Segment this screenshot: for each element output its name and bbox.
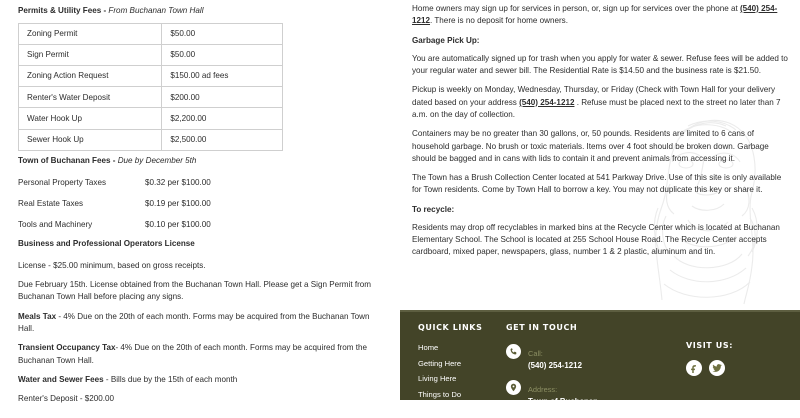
home-owners-pre: Home owners may sign up for services in person, or, sign up for services over the phone at bbox=[412, 4, 740, 13]
permits-fee-table bbox=[18, 23, 283, 150]
tax-rate: $0.32 per $100.00 bbox=[145, 177, 211, 187]
tax-name: Real Estate Taxes bbox=[18, 198, 84, 208]
renters-deposit-text: Renter's Deposit - $200.00 bbox=[18, 394, 115, 404]
fee-item: Water Hook Up bbox=[19, 108, 162, 129]
fee-amount: $150.00 ad fees bbox=[162, 66, 283, 87]
tax-rate-row bbox=[18, 178, 382, 187]
fee-item: Zoning Action Request bbox=[19, 66, 162, 87]
transient-tax-text: - 4% Due on the 20th of each month. Forms may be acquired from the Buchanan Town Hall. bbox=[18, 343, 367, 365]
footer-quick-links-column bbox=[418, 323, 506, 400]
meals-tax-text: - 4% Due on the 20th of each month. Forms may be acquired from the Buchanan Town Hall. bbox=[18, 311, 370, 334]
location-pin-icon bbox=[506, 380, 521, 395]
permits-heading-sep: - bbox=[101, 6, 109, 15]
garbage-pickup-heading: Garbage Pick Up: bbox=[412, 35, 480, 45]
footer-address-text bbox=[528, 379, 598, 418]
garbage-signup-paragraph: You are automatically signed up for trash when you apply for water & sewer. Refuse fees will be added to your regular water and sewer bill. The Residential Rate is $14.50 and the business rate is $21.50. bbox=[412, 53, 788, 76]
pickup-pre: Pickup is weekly on Monday, Wednesday, Thursday, or Friday (Check with Town Hall for your delivery dated based on your address bbox=[412, 85, 776, 107]
quick-link-home[interactable]: Home bbox=[418, 343, 439, 352]
address-value-line2: P.O. Box 133 bbox=[528, 407, 576, 417]
phone-link[interactable]: (540) 254-1212 bbox=[412, 4, 778, 26]
table-row bbox=[19, 45, 283, 66]
tax-rate: $0.10 per $100.00 bbox=[145, 219, 211, 229]
call-label: Call: bbox=[528, 349, 543, 358]
quick-links-title: QUICK LINKS bbox=[418, 323, 483, 332]
brush-collection-paragraph: The Town has a Brush Collection Center located at 541 Parkway Drive. Use of this site is only available for Town residents. Come by Town Hall to borrow a key. You may not duplicate this key or share it. bbox=[412, 173, 782, 195]
water-sewer-text: - Bills due by the 15th of each month bbox=[103, 374, 238, 384]
table-row bbox=[19, 66, 283, 87]
fee-amount: $2,500.00 bbox=[162, 129, 283, 150]
water-sewer-paragraph bbox=[18, 374, 382, 386]
get-in-touch-title: GET IN TOUCH bbox=[506, 323, 578, 332]
town-fees-heading-bold: Town of Buchanan Fees bbox=[18, 155, 111, 165]
tax-rate-row bbox=[18, 199, 382, 208]
fee-amount: $2,200.00 bbox=[162, 108, 283, 129]
business-license-heading: Business and Professional Operators License bbox=[18, 238, 195, 248]
footer-address-block bbox=[506, 379, 678, 418]
footer-get-in-touch-column bbox=[506, 323, 678, 417]
table-row bbox=[19, 87, 283, 108]
fee-amount: $200.00 bbox=[162, 87, 283, 108]
tax-name: Personal Property Taxes bbox=[18, 177, 107, 187]
phone-icon bbox=[506, 344, 521, 359]
fee-amount: $50.00 bbox=[162, 45, 283, 66]
address-value-line1: Town of Buchanan bbox=[528, 396, 598, 406]
permits-utility-fees-heading bbox=[18, 5, 382, 17]
home-owners-paragraph bbox=[412, 3, 790, 28]
recycle-paragraph: Residents may drop off recyclables in marked bins at the Recycle Center which is located at Buchanan Elementary School. The School is located at 255 School House Road. The Recycle Center accepts cardboard, mixed paper, newspapers, glass, number 1 & 2 plastic, aluminum and tin. bbox=[412, 222, 780, 257]
fee-item: Zoning Permit bbox=[19, 24, 162, 45]
to-recycle-heading: To recycle: bbox=[412, 204, 455, 214]
right-content-column bbox=[400, 0, 800, 417]
pickup-post: . Refuse must be placed next to the street no later than 7 a.m. on the day of collection. bbox=[412, 97, 781, 119]
town-fees-heading-sep: - bbox=[110, 155, 118, 165]
pickup-schedule-paragraph bbox=[412, 84, 790, 121]
fee-amount: $50.00 bbox=[162, 24, 283, 45]
footer-phone-text bbox=[528, 343, 582, 372]
facebook-icon[interactable] bbox=[686, 360, 702, 376]
tax-rate-row bbox=[18, 220, 382, 229]
fee-item: Sewer Hook Up bbox=[19, 129, 162, 150]
meals-tax-label: Meals Tax bbox=[18, 311, 57, 321]
footer-phone-block bbox=[506, 343, 678, 372]
table-row bbox=[19, 24, 283, 45]
meals-tax-paragraph bbox=[18, 311, 382, 336]
visit-us-title: VISIT US: bbox=[686, 341, 734, 350]
permits-heading-bold: Permits & Utility Fees bbox=[18, 6, 102, 15]
quick-link-living-here[interactable]: Living Here bbox=[418, 374, 457, 383]
containers-paragraph: Containers may be no greater than 30 gallons, or, 50 pounds. Residents are limited to 6 cans of household garbage. No brush or toxic materials. Items over 4 foot should be broken down. Garbage should be bagged and in cans with lids to contain it and prevent animals from accessing it. bbox=[412, 129, 769, 163]
address-label: Address: bbox=[528, 384, 558, 394]
phone-link[interactable]: (540) 254-1212 bbox=[519, 97, 575, 107]
left-content-column bbox=[0, 0, 400, 404]
twitter-icon[interactable] bbox=[709, 360, 725, 376]
table-row bbox=[19, 129, 283, 150]
footer-visit-us-column bbox=[678, 323, 784, 400]
permits-heading-italic: From Buchanan Town Hall bbox=[108, 6, 204, 15]
transient-tax-paragraph bbox=[18, 342, 382, 367]
water-sewer-label: Water and Sewer Fees bbox=[18, 374, 104, 384]
fee-item: Renter's Water Deposit bbox=[19, 87, 162, 108]
social-icons-group bbox=[686, 360, 784, 376]
quick-link-things-to-do[interactable]: Things to Do bbox=[418, 389, 462, 399]
fee-item: Sign Permit bbox=[19, 45, 162, 66]
site-footer bbox=[400, 310, 800, 417]
table-row bbox=[19, 108, 283, 129]
transient-tax-label: Transient Occupancy Tax bbox=[18, 343, 116, 353]
tax-name: Tools and Machinery bbox=[18, 219, 93, 229]
town-fees-heading bbox=[18, 155, 382, 167]
call-value[interactable]: (540) 254-1212 bbox=[528, 361, 582, 370]
quick-link-getting-here[interactable]: Getting Here bbox=[418, 358, 462, 368]
permits-fee-table-body bbox=[19, 24, 283, 150]
home-owners-post: . There is no deposit for home owners. bbox=[430, 16, 568, 26]
license-minimum-text: License - $25.00 minimum, based on gross receipts. bbox=[18, 260, 206, 270]
town-fees-heading-italic: Due by December 5th bbox=[117, 155, 197, 165]
license-due-text: Due February 15th. License obtained from the Buchanan Town Hall. Please get a Sign Permit from Buchanan Town Hall before placing any signs. bbox=[18, 280, 372, 302]
tax-rate: $0.19 per $100.00 bbox=[145, 198, 211, 208]
